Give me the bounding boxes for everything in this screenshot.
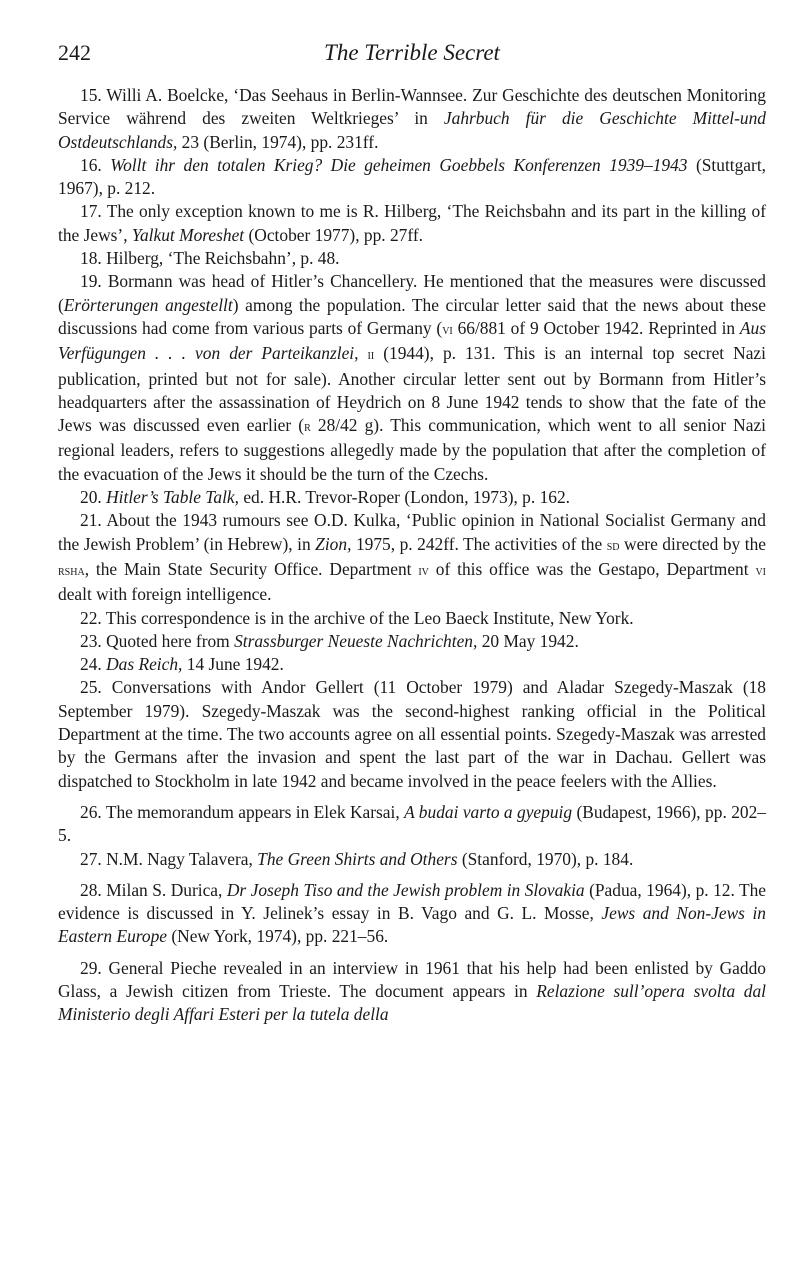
note-text: 22. This correspondence is in the archive of the Leo Baeck Institute, New York. — [80, 607, 634, 628]
note-text: 23 (Berlin, 1974), pp. 231ff. — [177, 131, 379, 152]
note-text: 26. The memorandum appears in Elek Karsai, — [80, 801, 405, 822]
note-text: 1975, p. 242ff. The activities of the — [351, 533, 607, 554]
note-text: 25. Conversations with Andor Gellert (11 October 1979) and Aladar Szegedy-Maszak (18 September 1979). Szegedy-Maszak was the second-highest ranking official in the Political Department at the time. The two accounts agree on all essential points. Szegedy-Maszak was arrested by the Germans after the invasion and spent the last part of the war in Dachau. Gellert was dispatched to Stockholm in late 1942 and became involved in the peace feelers with the Allies. — [58, 677, 766, 791]
note-text: (Budapest, 1966), pp. 202–5. — [58, 801, 766, 846]
endnote — [58, 509, 766, 606]
note-text: 66/881 of 9 October 1942. Reprinted in — [452, 317, 740, 338]
note-text: 20 May 1942. — [477, 630, 579, 651]
endnote — [58, 270, 766, 486]
note-text: (1944), p. 131. This is an internal top secret Nazi publication, printed but not for sale). Another circular letter sent out by Bormann from Hitler’s headquarters after the assassination of Heydrich on 8 June 1942 tends to show that the fate of the Jews was discussed even earlier ( — [58, 343, 766, 436]
endnote — [58, 84, 766, 154]
note-text: 14 June 1942. — [182, 654, 284, 675]
note-text: 23. Quoted here from — [80, 630, 235, 651]
small-caps-text: vi — [755, 563, 766, 579]
note-text: (Padua, 1964), p. 12. The evidence is discussed in Y. Jelinek’s essay in B. Vago and G. L. Mosse, — [58, 879, 767, 924]
endnote — [58, 848, 766, 871]
note-text: (October 1977), pp. 27ff. — [244, 224, 423, 245]
running-head — [58, 40, 766, 74]
italic-title: Wollt ihr den totalen Krieg? Die geheimen Goebbels Konferenzen 1939–1943 — [110, 154, 688, 175]
small-caps-text: ii — [367, 348, 375, 364]
note-text: 16. — [80, 154, 111, 175]
endnote — [58, 676, 766, 792]
endnote — [58, 607, 766, 630]
note-text: were directed by the — [619, 533, 766, 554]
note-text — [358, 343, 367, 363]
small-caps-text: iv — [418, 563, 429, 579]
endnote — [58, 653, 766, 676]
endnote — [58, 879, 766, 949]
italic-title: Jews and Non-Jews in Eastern Europe — [58, 903, 767, 947]
small-caps-text: r — [304, 420, 311, 436]
endnote — [58, 247, 766, 270]
endnote — [58, 957, 766, 1027]
italic-title: Dr Joseph Tiso and the Jewish problem in Slovakia — [226, 879, 585, 900]
note-text: (Stuttgart, 1967), p. 212. — [58, 154, 766, 199]
note-text: 19. Bormann was head of Hitler’s Chancellery. He mentioned that the measures were discussed ( — [58, 271, 766, 315]
running-title: The Terrible Secret — [324, 40, 500, 65]
note-text: 20. — [80, 487, 107, 508]
note-text: of this office was the Gestapo, Department — [428, 558, 756, 579]
endnote — [58, 154, 766, 201]
note-text: 15. Willi A. Boelcke, ‘Das Seehaus in Berlin-Wannsee. Zur Geschichte des deutschen Monitoring Service während des zweiten Weltkrieges’ in — [58, 85, 766, 129]
note-text: 29. General Pieche revealed in an interview in 1961 that his help had been enlisted by Gaddo Glass, a Jewish citizen from Trieste. The document appears in — [58, 957, 766, 1001]
small-caps-text: sd — [606, 538, 620, 554]
note-text: 21. About the 1943 rumours see O.D. Kulka, ‘Public opinion in National Socialist Germany and the Jewish Problem’ (in Hebrew), in — [58, 510, 766, 554]
small-caps-text: rsha — [58, 563, 85, 579]
note-text: ed. H.R. Trevor-Roper (London, 1973), p. 162. — [238, 487, 570, 508]
italic-title: Das Reich, — [106, 654, 183, 675]
note-text: 17. The only exception known to me is R. Hilberg, ‘The Reichsbahn and its part in the killing of the Jews’, — [58, 201, 766, 245]
endnote — [58, 486, 766, 509]
italic-title: Erörterungen angestellt — [63, 294, 233, 315]
small-caps-text: vi — [442, 322, 453, 338]
italic-title: Aus Verfügungen . . . von der Parteikanzlei, — [58, 317, 766, 364]
note-text: 27. N.M. Nagy Talavera, — [80, 848, 258, 869]
italic-title: Jahrbuch für die Geschichte Mittel-und Ostdeutschlands, — [58, 108, 766, 152]
italic-title: Relazione sull’opera svolta dal Ministerio degli Affari Esteri per la tutela della — [58, 980, 766, 1025]
note-text: (New York, 1974), pp. 221–56. — [167, 926, 389, 947]
note-text: dealt with foreign intelligence. — [58, 584, 272, 605]
endnote — [58, 200, 766, 247]
page-number: 242 — [58, 40, 91, 65]
note-text: 28/42 g). This communication, which went to all senior Nazi regional leaders, refers to suggestions allegedly made by the population that after the completion of the evacuation of the Jews it should be the turn of the Czechs. — [58, 415, 766, 484]
italic-title: Strassburger Neueste Nachrichten, — [234, 630, 478, 651]
note-text: 18. Hilberg, ‘The Reichsbahn’, p. 48. — [80, 248, 340, 269]
note-text: 28. Milan S. Durica, — [80, 879, 227, 900]
italic-title: Hitler’s Table Talk, — [106, 487, 239, 508]
note-text: , the Main State Security Office. Department — [84, 558, 419, 579]
endnote — [58, 630, 766, 653]
italic-title: The Green Shirts and Others — [257, 848, 458, 869]
endnotes-list — [58, 84, 766, 1027]
note-text: ) among the population. The circular letter said that the news about these discussions had come from various parts of Germany ( — [58, 294, 767, 338]
italic-title: A budai varto a gyepuig — [404, 801, 573, 822]
note-text: (Stanford, 1970), p. 184. — [457, 848, 634, 869]
endnote — [58, 801, 766, 848]
italic-title: Zion, — [315, 533, 352, 554]
italic-title: Yalkut Moreshet — [131, 224, 245, 245]
note-text: 24. — [80, 654, 107, 675]
